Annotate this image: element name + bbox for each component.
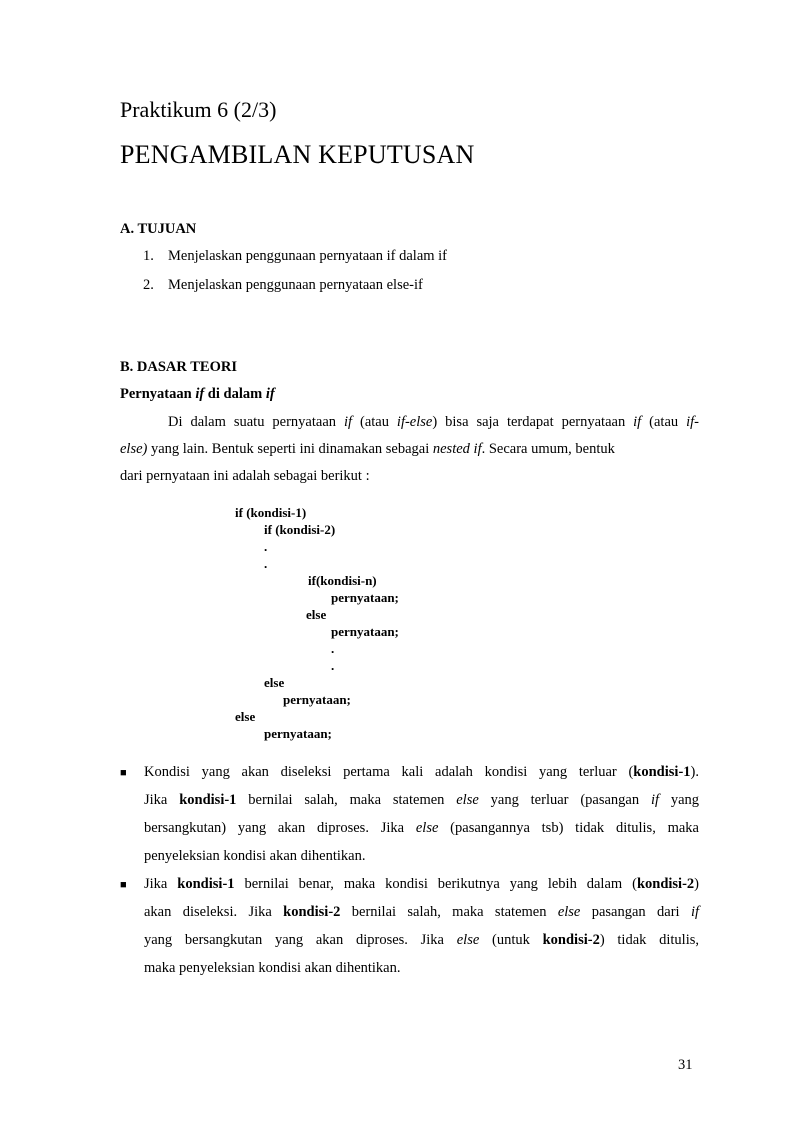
text: Di dalam suatu pernyataan [168, 414, 344, 430]
text: yang [659, 792, 700, 808]
text: (pasangannya tsb) tidak ditulis, maka [438, 820, 699, 836]
text: kondisi-1 [177, 876, 235, 892]
text: bernilai benar, maka kondisi berikutnya yang lebih dalam ( [234, 876, 637, 892]
text: akan diseleksi. Jika [144, 904, 284, 920]
code-line: pernyataan; [264, 726, 332, 741]
text: ) tidak ditulis, [599, 932, 699, 948]
code-line: if(kondisi-n) [308, 573, 377, 588]
code-line: pernyataan; [331, 624, 399, 639]
text: Jika [144, 792, 180, 808]
objective-number: 2. [143, 277, 154, 293]
subheading [120, 386, 275, 403]
text: yang lain. Bentuk seperti ini dinamakan sebagai [147, 441, 433, 457]
code-line: pernyataan; [283, 692, 351, 707]
text: nested if [432, 441, 482, 457]
text: kondisi-1 [633, 764, 691, 780]
subheading-part: if [265, 386, 275, 402]
code-line: if (kondisi-2) [264, 522, 336, 537]
text: kondisi-2 [283, 904, 341, 920]
objective-text: Menjelaskan penggunaan pernyataan if dalam if [168, 248, 448, 264]
practicum-label: Praktikum 6 (2/3) [120, 97, 277, 122]
code-line: . [264, 539, 268, 554]
paragraph-line [120, 441, 615, 458]
text: else [456, 932, 480, 948]
text: yang terluar (pasangan [478, 792, 651, 808]
text: Kondisi yang akan diseleksi pertama kali adalah kondisi yang terluar ( [144, 764, 634, 780]
subheading-part: Pernyataan [120, 386, 196, 402]
paragraph-line [168, 414, 699, 431]
text: bernilai salah, maka statemen [236, 792, 457, 808]
bullet-icon: ■ [120, 767, 127, 779]
text: kondisi-2 [542, 932, 600, 948]
bullet-line [144, 764, 699, 781]
code-line: if (kondisi-1) [235, 505, 307, 520]
text: else) [120, 441, 148, 457]
text: bersangkutan) yang akan diproses. Jika [144, 820, 416, 836]
text: yang bersangkutan yang akan diproses. Jika [144, 932, 457, 948]
subheading-part: di dalam [204, 386, 266, 402]
text: ) [694, 876, 700, 892]
code-line: else [264, 675, 285, 690]
page-title: PENGAMBILAN KEPUTUSAN [120, 140, 475, 169]
text: else [456, 792, 479, 808]
code-line: . [264, 556, 268, 571]
text: . Secara umum, bentuk [481, 441, 615, 457]
bullet-line [144, 792, 699, 809]
section-b-heading: B. DASAR TEORI [120, 359, 237, 375]
text: if [343, 414, 353, 430]
paragraph-line: dari pernyataan ini adalah sebagai berikut : [120, 468, 370, 484]
text: if- [686, 414, 699, 430]
text: ). [690, 764, 699, 780]
objective-number: 1. [143, 248, 154, 264]
text: Jika [144, 876, 178, 892]
code-line: . [331, 658, 335, 673]
page-number: 31 [678, 1057, 693, 1073]
bullet-line [144, 820, 699, 837]
bullet-icon: ■ [120, 879, 127, 891]
bullet-line: maka penyeleksian kondisi akan dihentikan. [144, 960, 401, 976]
section-a-heading: A. TUJUAN [120, 221, 197, 237]
text: if [690, 904, 699, 920]
objective-text: Menjelaskan penggunaan pernyataan else-if [168, 277, 423, 293]
text: kondisi-1 [179, 792, 237, 808]
code-line: pernyataan; [331, 590, 399, 605]
code-line: . [331, 641, 335, 656]
text: (untuk [479, 932, 543, 948]
code-line: else [235, 709, 256, 724]
text: pasangan dari [580, 904, 691, 920]
text: else [557, 904, 581, 920]
text: (atau [352, 414, 397, 430]
text: ) bisa saja terdapat pernyataan [432, 414, 634, 430]
bullet-line [144, 932, 699, 949]
text: (atau [641, 414, 687, 430]
text: if [650, 792, 659, 808]
text: if-else [396, 414, 433, 430]
subheading-part: if [195, 386, 205, 402]
text: kondisi-2 [636, 876, 695, 892]
text: else [415, 820, 439, 836]
bullet-line [144, 876, 699, 893]
bullet-line: penyeleksian kondisi akan dihentikan. [144, 848, 366, 864]
code-line: else [306, 607, 327, 622]
text: bernilai salah, maka statemen [340, 904, 558, 920]
bullet-line [144, 904, 699, 921]
text: if [633, 414, 642, 430]
